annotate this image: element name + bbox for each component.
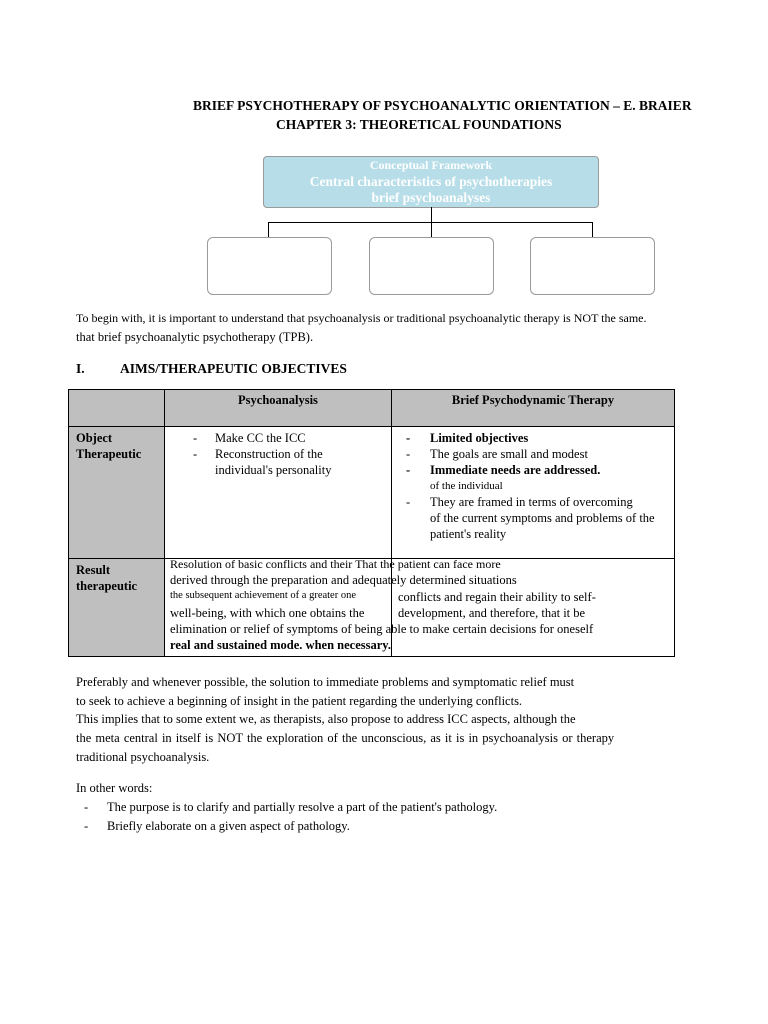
psychoanalysis-objectives bbox=[165, 427, 392, 559]
child-box-left bbox=[207, 237, 332, 295]
list-item-text: of the current symptoms and problems of the bbox=[430, 511, 655, 525]
row-label-result bbox=[69, 559, 165, 657]
paragraph-line: traditional psychoanalysis. bbox=[76, 750, 210, 764]
list-item-text: They are framed in terms of overcoming bbox=[430, 495, 633, 509]
section-title: AIMS/THERAPEUTIC OBJECTIVES bbox=[120, 361, 347, 376]
paragraph-line: to seek to achieve a beginning of insight in the patient regarding the underlying conflicts. bbox=[76, 694, 523, 708]
row-label-line: therapeutic bbox=[76, 579, 138, 593]
child-box-right bbox=[530, 237, 655, 295]
child-box-middle bbox=[369, 237, 494, 295]
chapter-title: CHAPTER 3: THEORETICAL FOUNDATIONS bbox=[276, 117, 562, 132]
result-line6: real and sustained mode. when necessary. bbox=[170, 638, 391, 652]
row-label-line: Object bbox=[76, 431, 113, 445]
header-empty-cell bbox=[69, 390, 165, 427]
list-item: - The goals are small and modest bbox=[392, 446, 674, 462]
framework-main-line2: brief psychoanalyses bbox=[371, 190, 491, 205]
result-line3b: conflicts and regain their ability to self- bbox=[398, 590, 596, 604]
list-item: - Immediate needs are addressed. bbox=[392, 462, 674, 478]
result-line5: elimination or relief of symptoms of being able to make certain decisions for oneself bbox=[170, 622, 594, 636]
framework-label: Conceptual Framework bbox=[369, 158, 493, 172]
paragraph-line: This implies that to some extent we, as therapists, also propose to address ICC aspects, although the bbox=[76, 712, 576, 726]
connector-left bbox=[268, 222, 269, 237]
result-line2: derived through the preparation and adequately determined situations bbox=[170, 573, 517, 587]
document-title: BRIEF PSYCHOTHERAPY OF PSYCHOANALYTIC ORIENTATION – E. BRAIER bbox=[193, 98, 692, 113]
list-item: The purpose is to clarify and partially resolve a part of the patient's pathology. bbox=[107, 800, 498, 814]
list-item-text: individual's personality bbox=[215, 463, 332, 477]
dash-icon: - bbox=[84, 819, 89, 833]
paragraph-line: the meta central in itself is NOT the exploration of the unconscious, as it is in psychoanalysis or therapy bbox=[76, 731, 615, 745]
list-item bbox=[392, 494, 674, 542]
paragraph-intro: In other words: bbox=[76, 781, 153, 795]
list-item bbox=[165, 446, 391, 478]
table-row bbox=[69, 427, 675, 559]
result-line3a: the subsequent achievement of a greater one bbox=[170, 590, 357, 601]
list-item-text: Reconstruction of the bbox=[215, 447, 323, 461]
table-header-row bbox=[69, 390, 675, 427]
row-label-line: Therapeutic bbox=[76, 447, 142, 461]
list-item: - Make CC the ICC bbox=[165, 430, 391, 446]
intro-line1: To begin with, it is important to understand that psychoanalysis or traditional psychoanalytic therapy is NOT the same. bbox=[76, 311, 647, 325]
result-line1: Resolution of basic conflicts and their That the patient can face more bbox=[170, 557, 501, 571]
conceptual-framework-box bbox=[263, 156, 599, 208]
list-item: - Limited objectives bbox=[392, 430, 674, 446]
header-brief-therapy: Brief Psychodynamic Therapy bbox=[392, 390, 675, 427]
paragraph-line: Preferably and whenever possible, the solution to immediate problems and symptomatic relief must bbox=[76, 675, 575, 689]
header-psychoanalysis: Psychoanalysis bbox=[165, 390, 392, 427]
result-line4a: well-being, with which one obtains the bbox=[170, 606, 365, 620]
row-label-object bbox=[69, 427, 165, 559]
brief-therapy-objectives bbox=[392, 427, 675, 559]
connector-middle bbox=[431, 222, 432, 237]
section-number: I. bbox=[76, 361, 85, 376]
connector-vertical bbox=[431, 207, 432, 223]
list-item: Briefly elaborate on a given aspect of pathology. bbox=[107, 819, 350, 833]
list-subline: of the individual bbox=[430, 480, 503, 492]
connector-right bbox=[592, 222, 593, 237]
framework-main-line1: Central characteristics of psychotherapies bbox=[309, 174, 553, 189]
row-label-line: Result bbox=[76, 563, 111, 577]
result-line4b: development, and therefore, that it be bbox=[398, 606, 586, 620]
intro-line2: that brief psychoanalytic psychotherapy (TPB). bbox=[76, 330, 314, 344]
dash-icon: - bbox=[84, 800, 89, 814]
list-item-text: patient's reality bbox=[430, 527, 507, 541]
